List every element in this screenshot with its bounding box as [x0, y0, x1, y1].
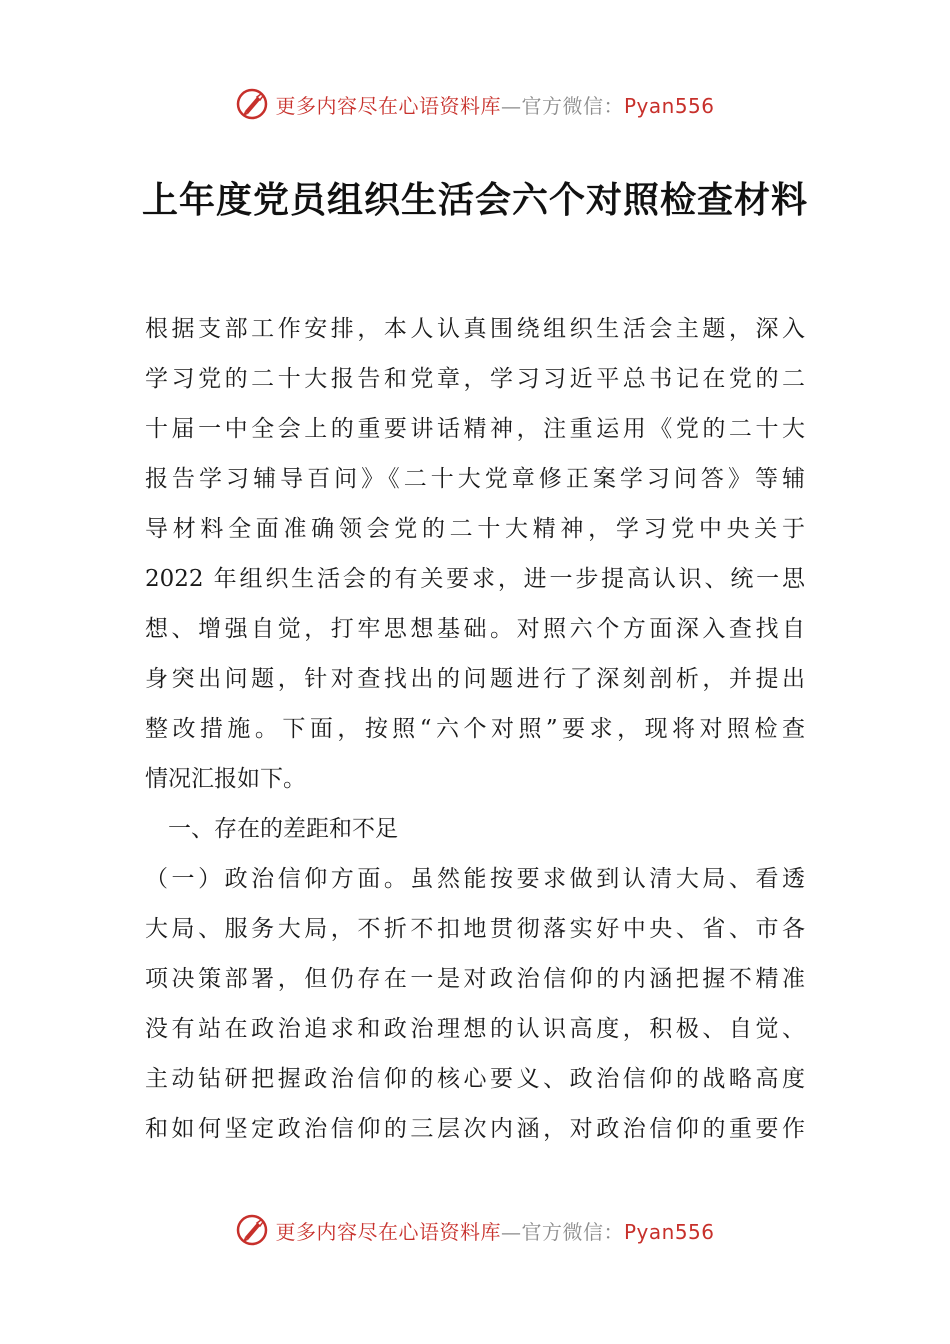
pen-logo-icon [235, 1213, 269, 1247]
document-body [145, 304, 805, 1154]
banner-wechat-id: Pyan556 [623, 93, 715, 118]
banner-dash: — [500, 1219, 522, 1244]
banner-gray-text: 官方微信： [521, 1219, 624, 1244]
text-line: 导材料全面准确领会党的二十大精神，学习党中央关于 [145, 516, 805, 542]
banner-text [275, 90, 714, 119]
text-line: 十届一中全会上的重要讲话精神，注重运用《党的二十大 [145, 416, 805, 442]
document-title: 上年度党员组织生活会六个对照检查材料 [141, 180, 808, 221]
text-line: 整改措施。下面，按照“六个对照”要求，现将对照检查 [145, 716, 805, 742]
text-line: 没有站在政治追求和政治理想的认识高度，积极、自觉、 [145, 1016, 805, 1042]
pen-logo-icon [235, 87, 269, 121]
text-line: 主动钻研把握政治信仰的核心要义、政治信仰的战略高度 [145, 1066, 805, 1092]
banner-red-text: 更多内容尽在心语资料库 [275, 1219, 501, 1244]
text-line: 大局、服务大局，不折不扣地贯彻落实好中央、省、市各 [145, 916, 805, 942]
footer-banner [0, 1210, 950, 1250]
text-line: 项决策部署，但仍存在一是对政治信仰的内涵把握不精准 [145, 966, 805, 992]
banner-dash: — [500, 93, 522, 118]
banner-gray-text: 官方微信： [521, 93, 624, 118]
text-line: 想、增强自觉，打牢思想基础。对照六个方面深入查找自 [145, 616, 805, 642]
banner-wechat-id: Pyan556 [623, 1219, 715, 1244]
banner-red-text: 更多内容尽在心语资料库 [275, 93, 501, 118]
header-banner [0, 84, 950, 124]
banner-text [275, 1216, 714, 1245]
text-line: 2022 年组织生活会的有关要求，进一步提高认识、统一思 [145, 566, 805, 592]
text-line: （一）政治信仰方面。虽然能按要求做到认清大局、看透 [145, 866, 805, 892]
text-line: 一、存在的差距和不足 [145, 816, 398, 842]
text-line: 报告学习辅导百问》《二十大党章修正案学习问答》等辅 [145, 466, 805, 492]
text-line: 身突出问题，针对查找出的问题进行了深刻剖析，并提出 [145, 666, 805, 692]
text-line: 学习党的二十大报告和党章，学习习近平总书记在党的二 [145, 366, 805, 392]
text-line: 情况汇报如下。 [145, 766, 306, 792]
text-line: 根据支部工作安排，本人认真围绕组织生活会主题，深入 [145, 316, 805, 342]
text-line: 和如何坚定政治信仰的三层次内涵，对政治信仰的重要作 [145, 1116, 805, 1142]
